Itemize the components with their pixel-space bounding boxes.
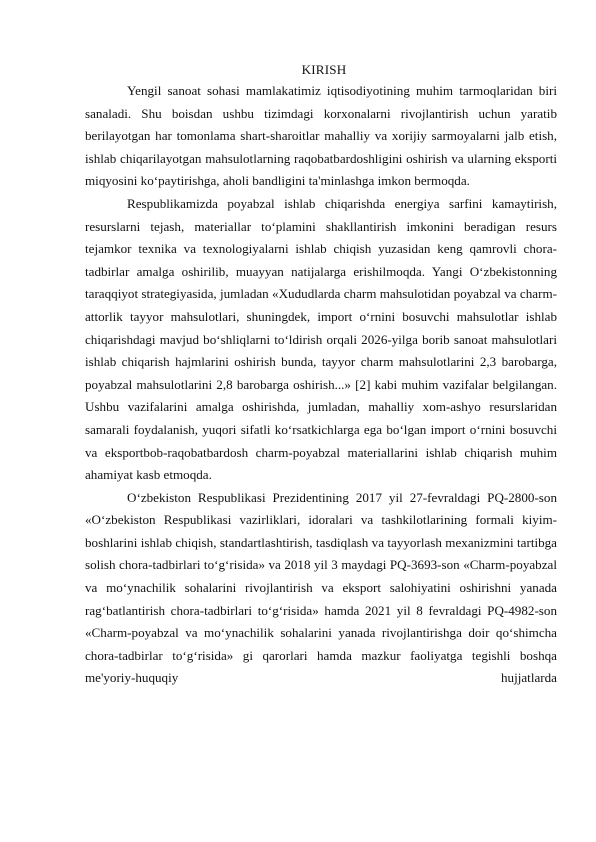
paragraph-2: Respublikamizda poyabzal ishlab chiqarishda energiya sarfini kamaytirish, resurslarni tejash, materiallar to‘plamini shakllantirish imkonini beradigan resurs tejamkor texnika va texnologiyalarni ishlab chiqish yuzasidan keng qamrovli chora-tadbirlar amalga oshirilib, muayyan natijalarga erishilmoqda. Yangi O‘zbekistonning taraqqiyot strategiyasida, jumladan «Xududlarda charm mahsulotidan poyabzal va charm-attorlik tayyor mahsulotlari, shuningdek, import o‘rnini bosuvchi mahsulotlar ishlab chiqarishdagi mavjud bo‘shliqlarni to‘ldirish orqali 2026-yilga borib sanoat mahsulotlari ishlab chiqarish hajmlarini oshirish bunda, tayyor charm mahsulotlarini 2,3 barobarga, poyabzal mahsulotlarini 2,8 barobarga oshirish...» [2] kabi muhim vazifalar belgilangan. Ushbu vazifalarini amalga oshirishda, jumladan, mahalliy xom-ashyo resurslaridan samarali foydalanish, yuqori sifatli ko‘rsatkichlarga ega bo‘lgan import o‘rnini bosuvchi va eksportbob-raqobatbardosh charm-poyabzal materiallarini ishlab chiqarish muhim ahamiyat kasb etmoqda. <box>85 195 557 483</box>
paragraph-3: O‘zbekiston Respublikasi Prezidentining 2017 yil 27-fevraldagi PQ-2800-son «O‘zbekiston Respublikasi vazirliklari, idoralari va tashkilotlarining formali kiyim-boshlarini ishlab chiqish, standartlashtirish, tasdiqlash va tayyorlash mexanizmini tartibga solish chora-tadbirlari to‘g‘risida» va 2018 yil 3 maydagi PQ-3693-son «Charm-poyabzal va mo‘ynachilik sohalarini rivojlantirish va eksport salohiyatini oshirishni yanada rag‘batlantirish chora-tadbirlari to‘g‘risida» hamda 2021 yil 8 fevraldagi PQ-4982-son «Charm-poyabzal va mo‘ynachilik sohalarini yanada rivojlantirishga doir qo‘shimcha chora-tadbirlar to‘g‘risida» gi qarorlari hamda mazkur faoliyatga tegishli boshqa me'yoriy-huquqiy hujjatlarda <box>85 489 557 686</box>
document-title: KIRISH <box>301 62 347 77</box>
document-page <box>85 60 557 690</box>
paragraph-1: Yengil sanoat sohasi mamlakatimiz iqtisodiyotining muhim tarmoqlaridan biri sanaladi. Shu boisdan ushbu tizimdagi korxonalarni rivojlantirish uchun yaratib berilayotgan har tomonlama shart-sharoitlar mahalliy va xorijiy sarmoyalarni jalb etish, ishlab chiqarilayotgan mahsulotlarning raqobatbardoshligini oshirish va ularning eksporti miqyosini ko‘paytirishga, aholi bandligini ta'minlashga imkon bermoqda. <box>85 83 557 189</box>
